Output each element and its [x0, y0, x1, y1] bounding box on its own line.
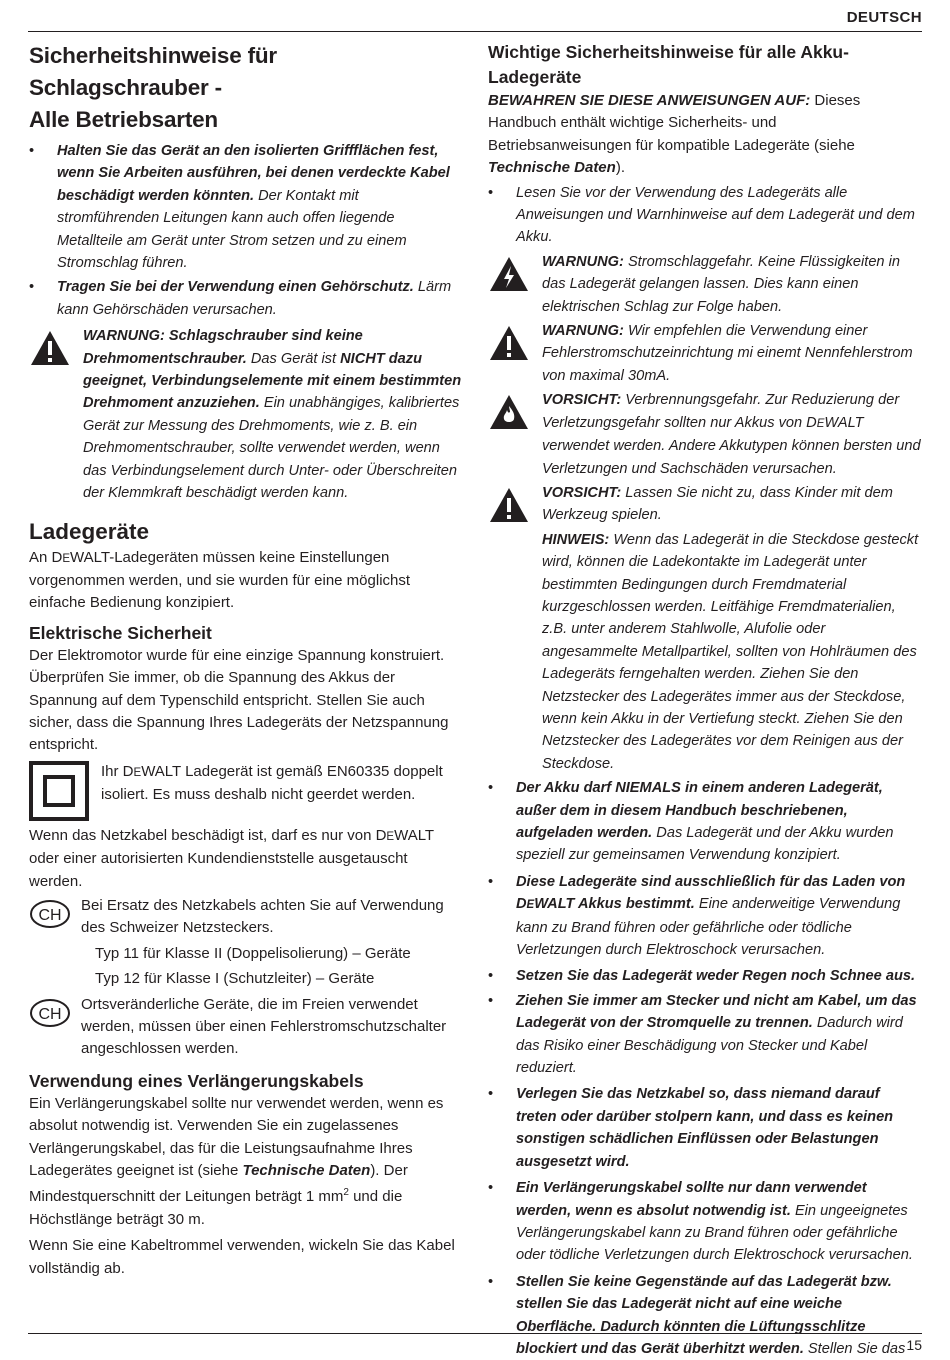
- bullet-extension-cable: • Ein Verlängerungskabel sollte nur dann verwendet werden, wenn es absolut notwendig ist. Ein ungeeignetes Verlängerungskabel kann zu Brand führen oder gefährliche oder tödliche Verletzungen durch Elektroschock verursachen.: [488, 1180, 913, 1264]
- extension-cable-paragraph: Ein Verlängerungskabel sollte nur verwendet werden, wenn es absolut notwendig ist. Verwenden Sie ein zugelassenes Verlängerungskabel, das für die Leistungsaufnahme Ihres Ladegerätes geeignet ist (siehe Technische Daten). Der Mindestquerschnitt der Leitungen beträgt 1 $mm^2$ und die Höchstlänge beträgt 30 m.: [29, 1094, 444, 1228]
- warning-electric-shock: WARNUNG: Stromschlaggefahr. Keine Flüssigkeiten in das Ladegerät gelangen lassen. Dies kann einen elektrischen Schlag zur Folge haben.: [488, 251, 922, 318]
- left-column: [29, 40, 462, 1280]
- keep-instructions-paragraph: BEWAHREN SIE DIESE ANWEISUNGEN AUF: Dieses Handbuch enthält wichtige Sicherheits- und Betriebsanweisungen für kompatible Ladegeräte (siehe Technische Daten).: [488, 92, 861, 177]
- chargers-paragraph: An DEWALT-Ladegeräten müssen keine Einstellungen vorgenommen werden, und sie wurden für eine möglichst einfache Bedienung konzipiert.: [29, 548, 411, 612]
- bullet-cable-routing: • Verlegen Sie das Netzkabel so, dass niemand darauf treten oder darüber stolpern kann, und dass es keinen sonstigen schädlichen Einflüssen oder Belastungen ausgesetzt wird.: [488, 1086, 894, 1170]
- warning-triangle-icon: [488, 486, 530, 524]
- caution-burn-hazard: VORSICHT: Verbrennungsgefahr. Zur Reduzierung der Verletzungsgefahr sollten nur Akkus von DEWALT verwendet werden. Andere Akkutypen können bersten und Verletzungen und Sachschäden verursachen.: [488, 389, 922, 480]
- page-number: 15: [906, 1337, 922, 1353]
- bullet-never-other-charger: • Der Akku darf NIEMALS in einem anderen Ladegerät, außer dem in diesem Handbuch beschriebenen, aufgeladen werden. Das Ladegerät und der Akku wurden speziell zur gemeinsamen Verwendung konzipiert.: [488, 780, 894, 864]
- warning-triangle-icon: [29, 329, 71, 367]
- fire-hazard-icon: [488, 393, 530, 431]
- double-insulation-text: Ihr DEWALT Ladegerät ist gemäß EN60335 doppelt isoliert. Es muss deshalb nicht geerdet werden.: [101, 762, 443, 804]
- bullet-read-instructions: • Lesen Sie vor der Verwendung des Ladegeräts alle Anweisungen und Warnhinweise auf dem Ladegerät und dem Akku.: [488, 184, 915, 246]
- section-title-impact-wrench: Sicherheitshinweise für Schlagschrauber - Alle Betriebsarten: [29, 43, 277, 132]
- section-title-extension-cable: Verwendung eines Verlängerungskabels: [29, 1070, 364, 1091]
- bullet-insulated-grip: • Halten Sie das Gerät an den isolierten Griffflächen fest, wenn Sie Arbeiten ausführen, bei denen verdeckte Kabel beschädigt werden könnten. Der Kontakt mit stromführenden Leitungen kann auch offen liegende Metallteile am Gerät unter Strom setzen und zu einem Stromschlag führen.: [29, 143, 450, 272]
- caution-children: VORSICHT: Lassen Sie nicht zu, dass Kinder mit dem Werkzeug spielen.: [488, 482, 922, 527]
- cable-reel-paragraph: Wenn Sie eine Kabeltrommel verwenden, wickeln Sie das Kabel vollständig ab.: [29, 1237, 455, 1277]
- ch-country-icon: [29, 998, 71, 1028]
- damaged-cable-paragraph: Wenn das Netzkabel beschädigt ist, darf es nur von DEWALT oder einer autorisierten Kundendienststelle ausgetauscht werden.: [29, 826, 434, 890]
- footer-rule: [28, 1333, 922, 1334]
- svg-text:CH: CH: [38, 1005, 62, 1023]
- note-foreign-material: HINWEIS: Wenn das Ladegerät in die Steckdose gesteckt wird, können die Ladekontakte im Ladegerät unter bestimmten Bedingungen durch Fremdmaterial kurzgeschlossen werden. Leitfähige Fremdmaterialien, z.B. unter anderem Stahlwolle, Alufolie oder angesammelte Metallpartikel, sollten von Hohlräumen des Ladegeräts ferngehalten werden. Ziehen Sie den Netzstecker des Ladegerätes immer aus der Steckdose, wenn kein Akku in der Vertiefung steckt. Ziehen Sie den Netzstecker des Ladegerätes vor dem Reinigen aus der Steckdose.: [542, 531, 919, 772]
- section-title-charger-safety: Wichtige Sicherheitshinweise für alle Akku-Ladegeräte: [488, 42, 849, 87]
- bullet-hearing-protection: • Tragen Sie bei der Verwendung einen Gehörschutz. Lärm kann Gehörschäden verursachen.: [29, 279, 452, 318]
- section-title-electrical-safety: Elektrische Sicherheit: [29, 622, 212, 643]
- rcd-outdoor-text: Ortsveränderliche Geräte, die im Freien verwendet werden, müssen über einen Fehlerstromschutzschalter angeschlossen werden.: [81, 995, 447, 1058]
- swiss-plug-text: Bei Ersatz des Netzkabels achten Sie auf Verwendung des Schweizer Netzsteckers.: [81, 896, 444, 937]
- double-insulation-block: [29, 761, 462, 823]
- warning-not-torque-wrench: WARNUNG: Schlagschrauber sind keine Drehmomentschrauber. Das Gerät ist NICHT dazu geeignet, Verbindungselemente mit einem bestimmten Drehmoment anzuziehen. Ein unabhängiges, kalibriertes Gerät zur Messung des Drehmoments, wie z. B. ein Drehmomentschrauber, sollte verwendet werden, wenn das Verbindungselement durch Unter- oder Überschreiten der Klemmkraft beschädigt werden kann.: [29, 325, 462, 504]
- swiss-plug-block: [29, 895, 462, 940]
- section-title-chargers: Ladegeräte: [29, 518, 150, 544]
- bullet-dewalt-only: • Diese Ladegeräte sind ausschließlich für das Laden von DEWALT Akkus bestimmt. Eine anderweitige Verwendung kann zu Brand führen oder gefährliche oder tödliche Verletzungen durch Elektroschock verursachen.: [488, 873, 906, 959]
- rcd-outdoor-block: [29, 994, 462, 1061]
- type12-line: Typ 12 für Klasse I (Schutzleiter) – Geräte: [95, 970, 375, 988]
- right-column: [488, 40, 922, 1360]
- electrical-safety-paragraph: Der Elektromotor wurde für eine einzige Spannung konstruiert. Überprüfen Sie immer, ob die Spannung des Akkus der Spannung auf dem Typenschild entspricht. Stellen Sie auch sicher, dass die Spannung Ihres Ladegeräts der Netzspannung entspricht.: [29, 646, 449, 754]
- header-rule: [28, 31, 922, 32]
- type11-line: Typ 11 für Klasse II (Doppelisolierung) – Geräte: [95, 944, 411, 962]
- ch-country-icon: [29, 899, 71, 929]
- electric-shock-warning-icon: [488, 255, 530, 293]
- header-language: DEUTSCH: [846, 9, 922, 26]
- bullet-rain-snow: • Setzen Sie das Ladegerät weder Regen noch Schnee aus.: [488, 968, 916, 985]
- bullet-no-objects: • Stellen Sie keine Gegenstände auf das Ladegerät bzw. stellen Sie das Ladegerät nicht auf eine weiche Oberfläche. Dadurch könnten die Lüftungsschlitze blockiert und das Gerät überhitzt werden. Stellen Sie das: [488, 1273, 906, 1357]
- double-insulation-icon: [29, 761, 89, 821]
- warning-triangle-icon: [488, 324, 530, 362]
- svg-text:CH: CH: [38, 906, 62, 924]
- warning-rcd: WARNUNG: Wir empfehlen die Verwendung einer Fehlerstromschutzeinrichtung mi einemt Nennfehlerstrom von maximal 30mA.: [488, 320, 922, 387]
- bullet-pull-plug: • Ziehen Sie immer am Stecker und nicht am Kabel, um das Ladegerät von der Stromquelle zu trennen. Dadurch wird das Risiko einer Beschädigung von Stecker und Kabel reduziert.: [488, 992, 917, 1077]
